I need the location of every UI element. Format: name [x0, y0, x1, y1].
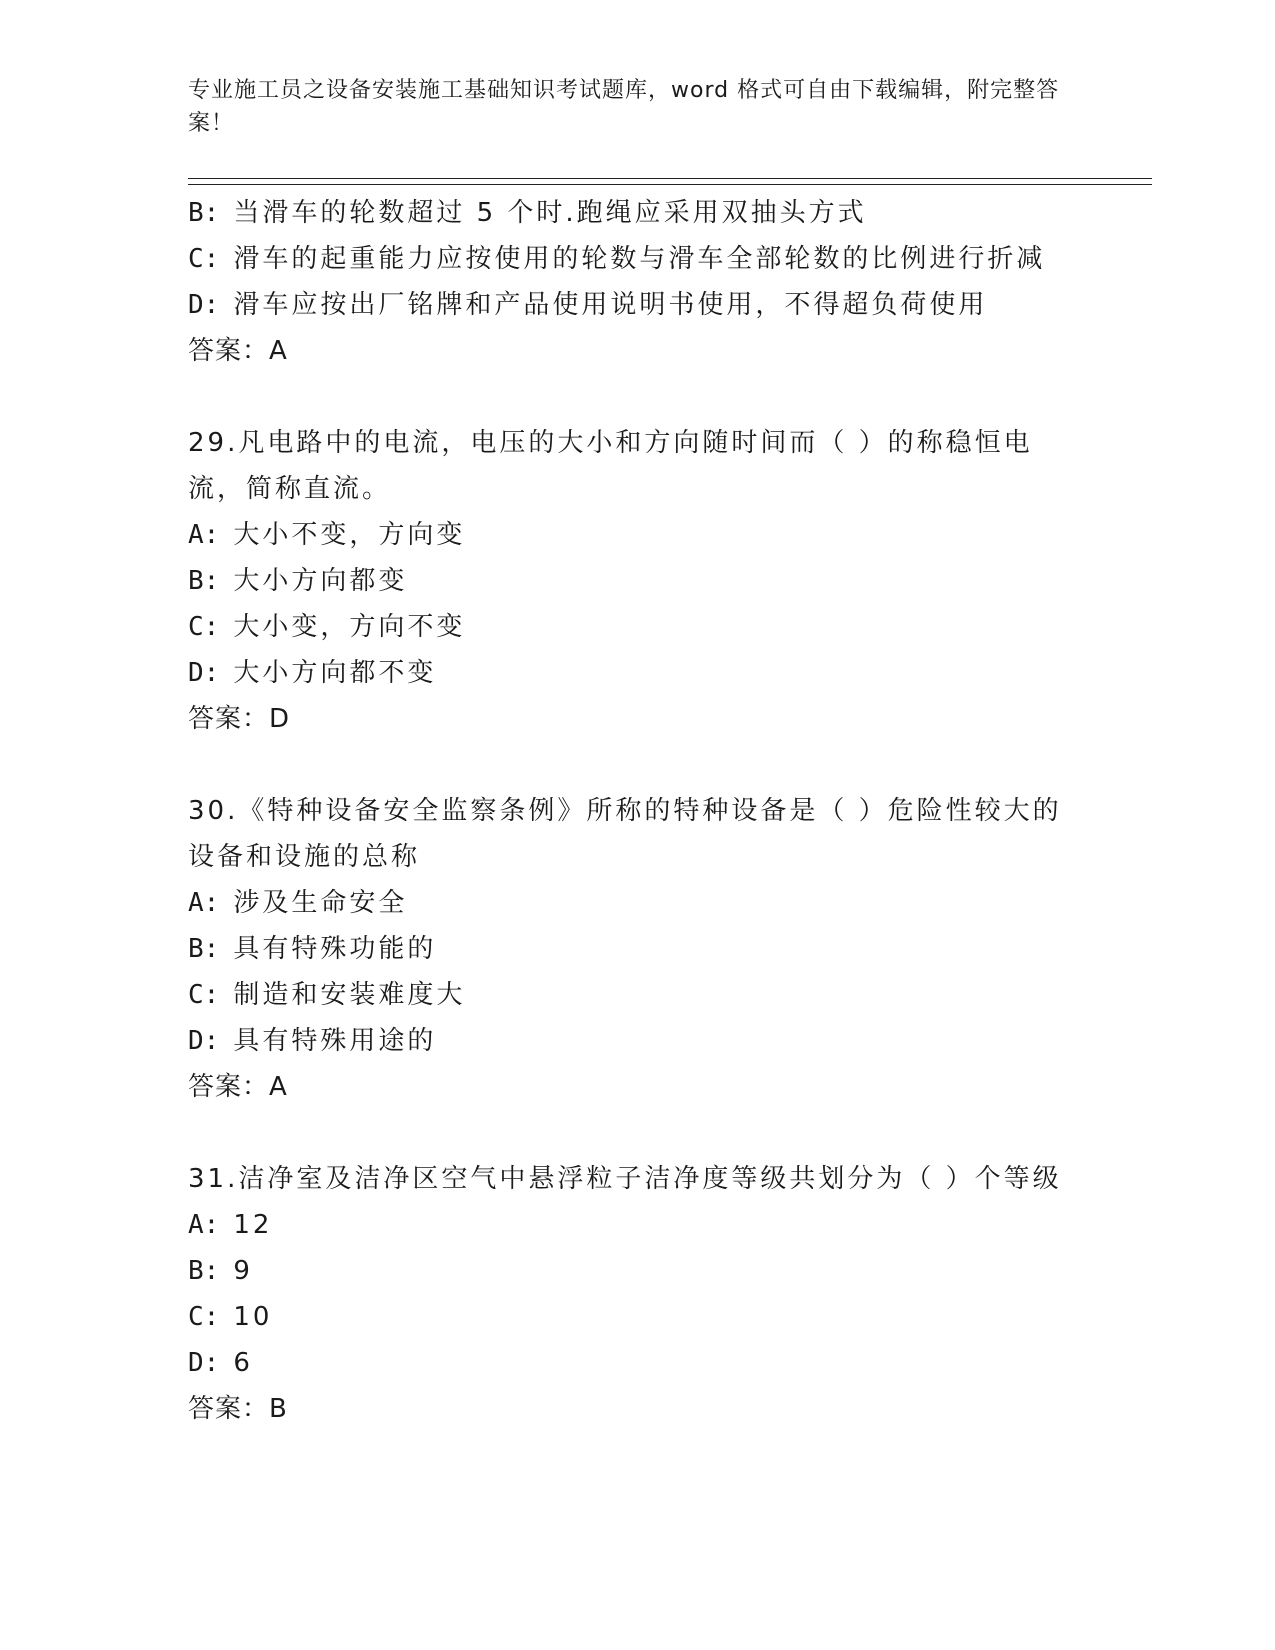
option-b: B: 大小方向都变 — [188, 566, 408, 596]
question-list — [188, 190, 1088, 1432]
question-31 — [188, 1156, 1088, 1432]
option-b: B: 具有特殊功能的 — [188, 934, 437, 964]
option-d: D: 6 — [188, 1348, 253, 1378]
question-stem: 29.凡电路中的电流，电压的大小和方向随时间而（ ）的称稳恒电流，简称直流。 — [188, 428, 1033, 504]
header-divider-bottom — [188, 184, 1152, 185]
header-divider-top — [188, 178, 1152, 179]
option-d: D: 滑车应按出厂铭牌和产品使用说明书使用，不得超负荷使用 — [188, 290, 988, 320]
answer-line: 答案：A — [188, 1072, 288, 1102]
option-c: C: 制造和安装难度大 — [188, 980, 466, 1010]
question-29 — [188, 420, 1088, 742]
option-d: D: 大小方向都不变 — [188, 658, 437, 688]
prev-question-block — [188, 190, 1088, 374]
question-stem: 30.《特种设备安全监察条例》所称的特种设备是（ ）危险性较大的设备和设施的总称 — [188, 796, 1062, 872]
option-a: A: 大小不变，方向变 — [188, 520, 466, 550]
answer-line: 答案：B — [188, 1394, 288, 1424]
option-a: A: 涉及生命安全 — [188, 888, 408, 918]
option-b: B: 9 — [188, 1256, 253, 1286]
document-header-title: 专业施工员之设备安装施工基础知识考试题库，word 格式可自由下载编辑，附完整答案！ — [188, 78, 1060, 136]
option-c: C: 滑车的起重能力应按使用的轮数与滑车全部轮数的比例进行折减 — [188, 244, 1046, 274]
option-d: D: 具有特殊用途的 — [188, 1026, 437, 1056]
option-c: C: 10 — [188, 1302, 273, 1332]
answer-line: 答案：A — [188, 336, 288, 366]
question-30 — [188, 788, 1088, 1110]
option-b: B: 当滑车的轮数超过 5 个时.跑绳应采用双抽头方式 — [188, 198, 867, 228]
question-stem: 31.洁净室及洁净区空气中悬浮粒子洁净度等级共划分为（ ）个等级 — [188, 1164, 1062, 1194]
option-a: A: 12 — [188, 1210, 273, 1240]
option-c: C: 大小变，方向不变 — [188, 612, 466, 642]
answer-line: 答案：D — [188, 704, 291, 734]
